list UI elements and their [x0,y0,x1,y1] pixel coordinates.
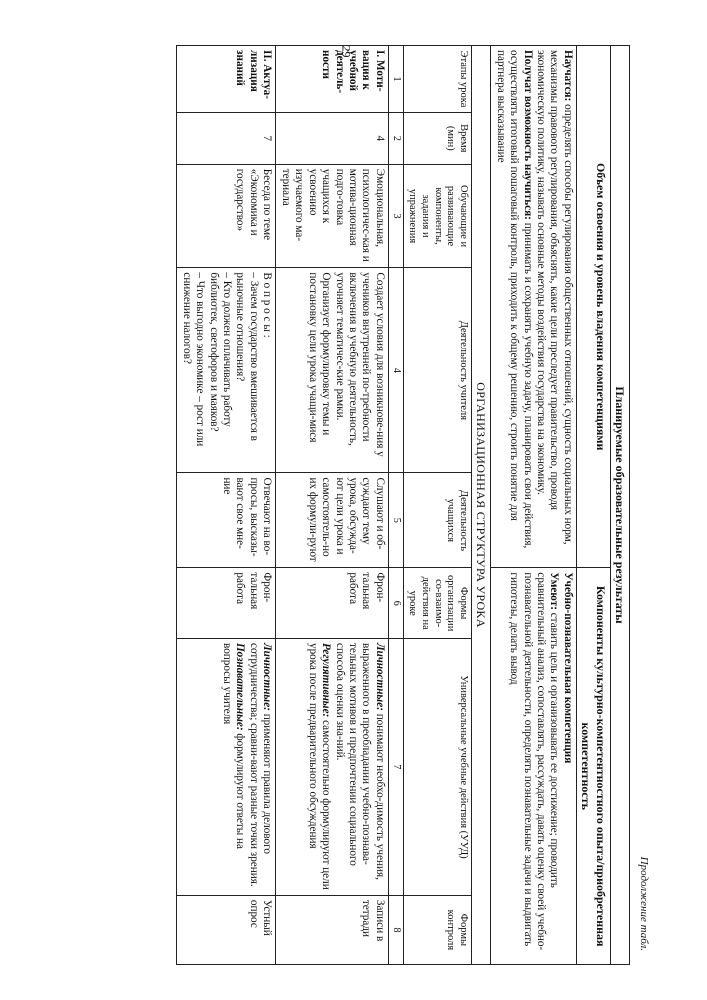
col-num-3: 3 [388,164,403,268]
outcomes-header: Планируемые образовательные результаты [610,46,629,965]
uud-label: Личностные: [373,642,386,711]
uud-paragraph [305,643,332,891]
col-header-students: Деятельность учащихся [403,473,471,568]
uud-label: Личностные: [261,642,274,711]
col-header-stage: Этапы урока [403,46,471,113]
learn-text: определять способы регулирования общественных отношений, сущность социальных норм, механизмы правового регулирования, объяснять, какие цели преследует правительство, проводя экономическую политику, называть основные методы воздействия государства на экономику. [534,50,574,545]
form-cell: Фрон-тальная работа [177,568,276,639]
structure-title-row [471,46,490,965]
uud-text: формулируют ответы на вопросы учителя [221,642,247,850]
chance-label: Получат возможность научиться: [521,50,534,220]
components-cell: Эмоциональная, психологичес-кая и мотива-ционная подго-товка учащихся к усвоению изучаемого ма-териала [276,164,389,268]
teacher-cell: Создает условия для возникнове-ния у учеников внутренней по-требности включения в учебную деятельность, уточняет тематичес-кие рамки. Организует формулировку темы и постановку цели урока учащи-мися [276,268,389,473]
questions-title: В о п р о с ы : [261,272,274,338]
chance-text: принимать и сохранять учебную задачу, планировать свои действия, осуществлять итоговый пошаговый контроль, приходить к общему решению, строить понятие для партнера высказывание [494,50,534,549]
col-header-uud: Универсальные учебные действия (УУД) [403,638,471,895]
competence-text: ставить цель и организовывать ее достижение; проводить сравнительный анализ, сопоставлять, рассуждать, давать оценку своей учебно-познавательной деятельности, определять познавательные задачи и выдвигать гипотезы, делать вывод [508,572,561,951]
learn-paragraph [534,50,574,563]
column-header-row [403,46,471,965]
uud-text: самостоятельно формулируют цели урока после предварительного обсуждения [306,642,333,890]
uud-cell [276,638,389,895]
rotated-page [72,45,652,965]
uud-label: Познавательные: [234,642,247,731]
time-cell: 7 [177,112,276,164]
form-cell: Фрон-тальная работа [276,568,389,639]
uud-paragraph [220,643,247,891]
col-num-8: 8 [388,895,403,964]
time-cell: 4 [276,112,389,164]
chance-paragraph [493,50,533,563]
col-num-5: 5 [388,473,403,568]
components-cell: Беседа по теме «Экономика и государство» [177,164,276,268]
competence-header: Компоненты культурно-компетентностного опыта/приобретенная компетентность [576,568,610,965]
col-num-6: 6 [388,568,403,639]
learn-label: Научатся: [561,50,574,102]
lesson-table [176,45,630,965]
students-cell: Отвечают на во-просы, высказы-вают свое мне-ние [177,473,276,568]
col-num-7: 7 [388,638,403,895]
uud-cell [177,638,276,895]
competence-title: Учебно-познавательная компетенция [561,572,574,764]
outcomes-content-row [491,46,577,965]
page-number: 29 [339,45,354,58]
col-num-2: 2 [388,112,403,164]
competence-paragraph [507,572,561,960]
uud-paragraph [332,643,386,891]
col-header-time: Время (мин) [403,112,471,164]
outcomes-header-row [610,46,629,965]
competence-label: Умеют: [548,572,561,610]
table-row [177,46,276,965]
competence-cell [491,568,577,965]
uud-text: применяют правила делового сотрудничества; сравни-вают разные точки зрения. [247,642,274,887]
col-num-1: 1 [388,46,403,113]
stage-cell: I. Моти-вация к учебной деятель-ности [276,46,389,113]
scope-cell [491,46,577,568]
uud-paragraph [246,643,273,891]
scope-header: Объем освоения и уровень владения компетенциями [576,46,610,568]
continuation-note: Продолжение табл. [638,856,650,951]
outcomes-subheader-row [576,46,610,965]
col-header-teacher: Деятельность учителя [403,268,471,473]
uud-text: понимают необхо-димость учения, выраженного в преобладании учебно-познава-тельных мотивов и предпочтении социального способа оценки зна-ний. [333,642,386,880]
table-row [276,46,389,965]
structure-title: ОРГАНИЗАЦИОННАЯ СТРУКТУРА УРОКА [471,46,490,965]
col-header-components: Обучающие и развивающие компоненты, задания и упражнения [403,164,471,268]
questions-text: – Зачем государство вмешивается в рыночные отношения? – Кто должен оплачивать работу библиотек, светофоров и маяков? – Что выгодно экономике – рост или снижение налогов? [180,272,260,447]
students-cell: Слушают и об-суждают тему урока, обсужда-ют цели урока и самостоятель-но их формули-руют [276,473,389,568]
col-num-4: 4 [388,268,403,473]
col-header-control: Формы контроля [403,895,471,964]
col-header-forms: Формы организации со-взаимо-действия на уроке [403,568,471,639]
control-cell: Устный опрос [177,895,276,964]
control-cell: Записи в тетради [276,895,389,964]
teacher-cell [177,268,276,473]
stage-cell: II. Актуа-лизация знаний [177,46,276,113]
column-number-row [388,46,403,965]
uud-label: Регулятивные: [320,642,333,718]
